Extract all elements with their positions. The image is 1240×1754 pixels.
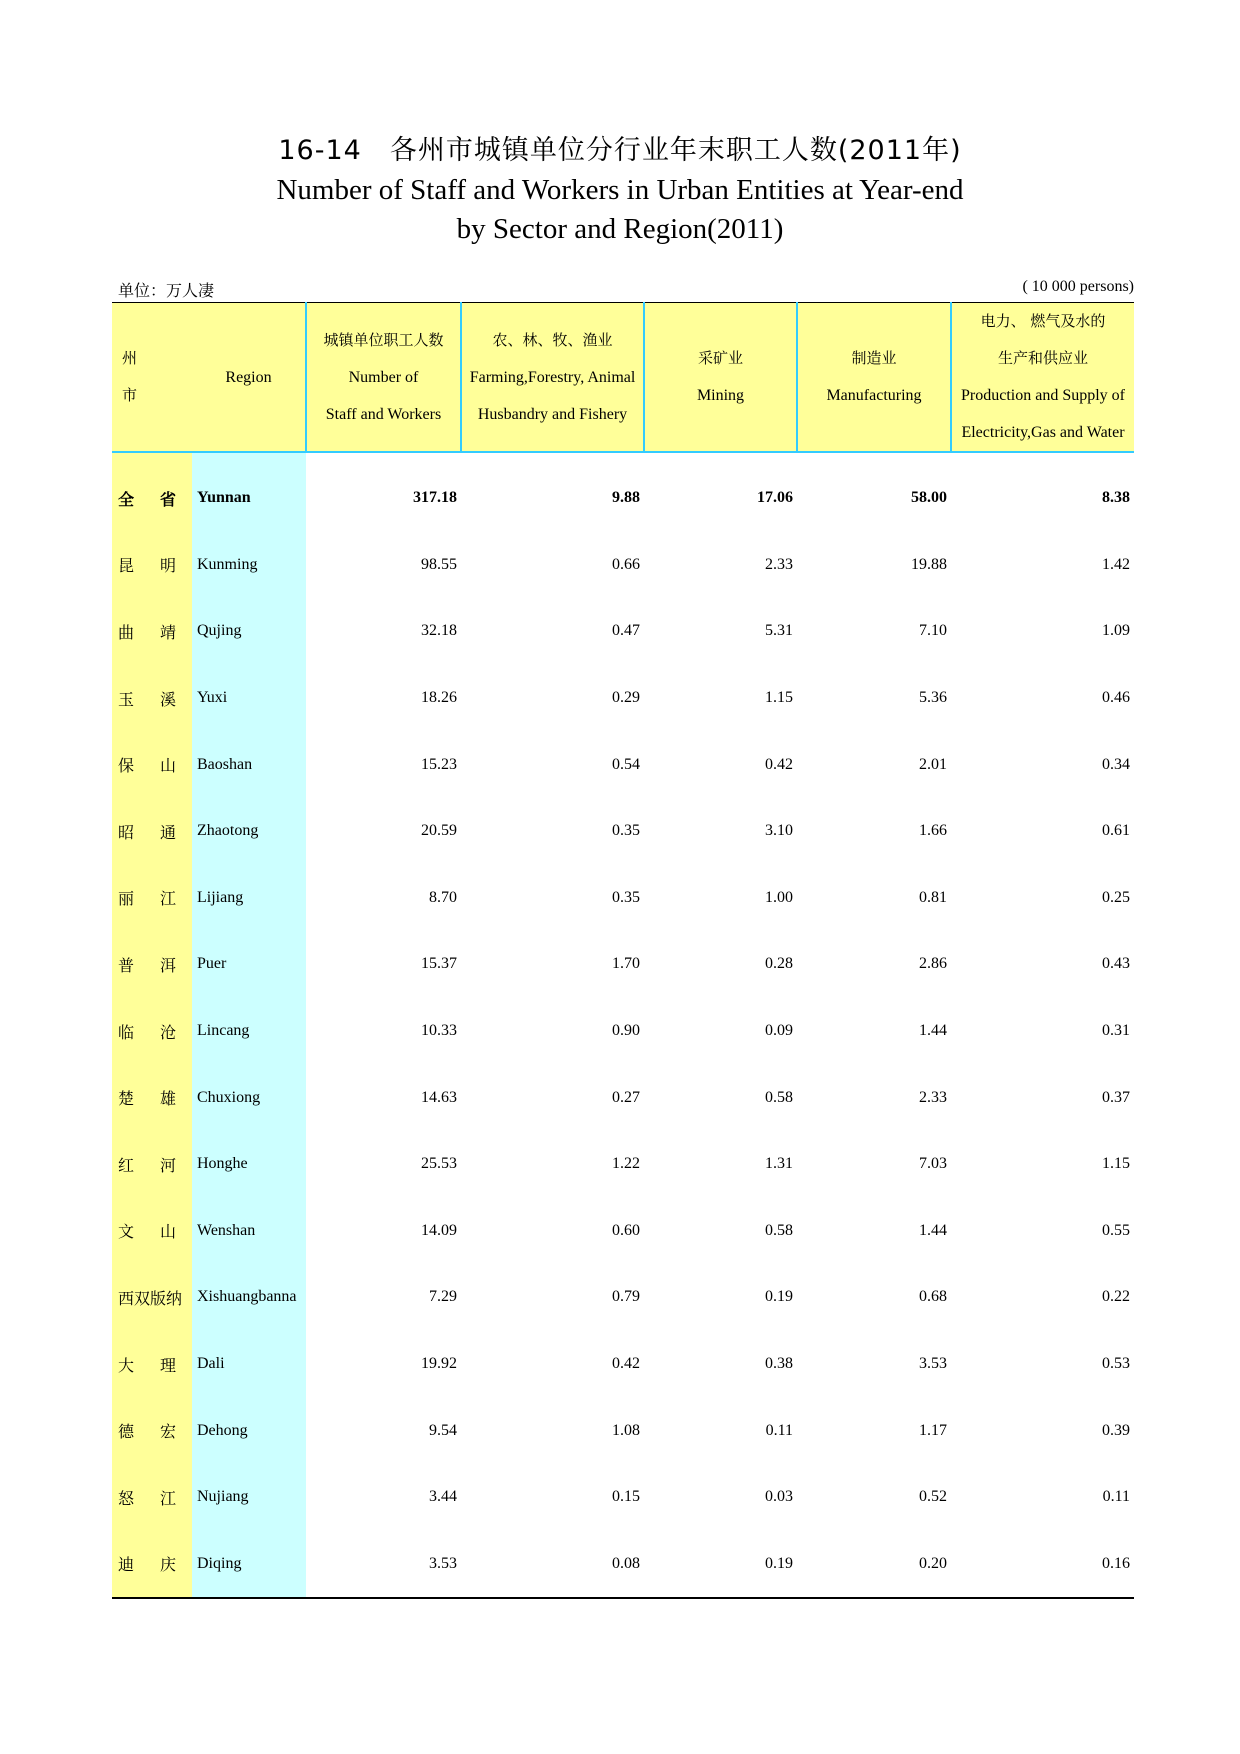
- table-row: [112, 798, 1134, 865]
- region-cn-cell: 玉 溪: [112, 665, 192, 732]
- value-cell: 3.53: [919, 1355, 947, 1373]
- value-cell: 0.55: [1102, 1221, 1130, 1239]
- value-cell: 8.38: [1102, 489, 1130, 507]
- region-en-cell: Xishuangbanna: [192, 1264, 306, 1331]
- value-cell: 98.55: [421, 555, 457, 573]
- table-row: [112, 1264, 1134, 1331]
- value-cell: 0.09: [765, 1022, 793, 1040]
- value-cell: 7.03: [919, 1155, 947, 1173]
- page-title-en-line1: Number of Staff and Workers in Urban Entities at Year-end: [276, 174, 964, 206]
- value-cell: 15.23: [421, 755, 457, 773]
- header-region-en: Region: [192, 303, 306, 453]
- region-cn-cell: 昭 通: [112, 798, 192, 865]
- header-total-staff: 城镇单位职工人数 Number of Staff and Workers: [306, 303, 461, 453]
- region-en-cell: Diqing: [192, 1531, 306, 1599]
- region-en-cell: Chuxiong: [192, 1064, 306, 1131]
- value-cell: 20.59: [421, 822, 457, 840]
- value-cell: 1.09: [1102, 622, 1130, 640]
- value-cell: 1.44: [919, 1221, 947, 1239]
- value-cell: 18.26: [421, 689, 457, 707]
- value-cell: 0.27: [612, 1088, 640, 1106]
- value-cell: 58.00: [911, 489, 947, 507]
- value-cell: 1.42: [1102, 555, 1130, 573]
- value-cell: 7.29: [429, 1288, 457, 1306]
- value-cell: 1.08: [612, 1421, 640, 1439]
- value-cell: 0.19: [765, 1288, 793, 1306]
- region-en-cell: Yuxi: [192, 665, 306, 732]
- region-en-cell: Honghe: [192, 1131, 306, 1198]
- region-cn-cell: 楚 雄: [112, 1064, 192, 1131]
- value-cell: 1.00: [765, 888, 793, 906]
- unit-label-cn: 单位：万人凄: [118, 283, 215, 300]
- value-cell: 3.53: [306, 1531, 461, 1599]
- value-cell: 0.37: [1102, 1088, 1130, 1106]
- region-cn-cell: 大 理: [112, 1331, 192, 1398]
- value-cell: 5.31: [765, 622, 793, 640]
- region-cn-cell: 普 洱: [112, 931, 192, 998]
- region-en-cell: Lijiang: [192, 865, 306, 932]
- table-row: [112, 931, 1134, 998]
- region-cn-cell: 曲 靖: [112, 598, 192, 665]
- value-cell: 3.44: [429, 1488, 457, 1506]
- page-title-en-line2: by Sector and Region(2011): [456, 213, 784, 245]
- value-cell: 0.47: [612, 622, 640, 640]
- value-cell: 19.92: [421, 1355, 457, 1373]
- region-en-cell: Wenshan: [192, 1198, 306, 1265]
- value-cell: 0.22: [1102, 1288, 1130, 1306]
- region-cn-cell: 临 沧: [112, 998, 192, 1065]
- value-cell: 0.28: [765, 955, 793, 973]
- region-en-cell: Kunming: [192, 532, 306, 599]
- value-cell: 1.17: [919, 1421, 947, 1439]
- value-cell: 0.42: [765, 755, 793, 773]
- table-row-total: [112, 452, 1134, 532]
- header-manufacturing: 制造业 Manufacturing: [797, 303, 951, 453]
- region-en-cell: Qujing: [192, 598, 306, 665]
- table-body: [112, 452, 1134, 1598]
- region-en-cell: Lincang: [192, 998, 306, 1065]
- value-cell: 0.53: [1102, 1355, 1130, 1373]
- region-cn-cell: 丽 江: [112, 865, 192, 932]
- value-cell: 0.90: [612, 1022, 640, 1040]
- staff-workers-table: [112, 302, 1134, 1599]
- value-cell: 9.88: [612, 489, 640, 507]
- region-en-cell: Nujiang: [192, 1464, 306, 1531]
- header-region-cn: 州市: [112, 303, 192, 453]
- value-cell: 0.68: [919, 1288, 947, 1306]
- value-cell: 1.15: [1102, 1155, 1130, 1173]
- value-cell: 1.22: [612, 1155, 640, 1173]
- value-cell: 0.52: [919, 1488, 947, 1506]
- value-cell: 14.63: [421, 1088, 457, 1106]
- region-cn-cell: 保 山: [112, 731, 192, 798]
- value-cell: 0.79: [612, 1288, 640, 1306]
- value-cell: 0.11: [1102, 1488, 1130, 1506]
- value-cell: 0.81: [919, 888, 947, 906]
- value-cell: 25.53: [421, 1155, 457, 1173]
- value-cell: 0.66: [612, 555, 640, 573]
- unit-label-en: ( 10 000 persons): [1022, 278, 1134, 295]
- value-cell: 0.03: [765, 1488, 793, 1506]
- region-cn-cell: 昆 明: [112, 532, 192, 599]
- value-cell: 0.15: [612, 1488, 640, 1506]
- value-cell: 3.10: [765, 822, 793, 840]
- table-row: [112, 1064, 1134, 1131]
- value-cell: 2.86: [919, 955, 947, 973]
- value-cell: 0.54: [612, 755, 640, 773]
- value-cell: 317.18: [413, 489, 457, 507]
- value-cell: 0.58: [765, 1088, 793, 1106]
- table-row: [112, 1464, 1134, 1531]
- header-utilities: 电力、 燃气及水的 生产和供应业 Production and Supply of Electricity,Gas and Water: [951, 303, 1134, 453]
- value-cell: 0.25: [1102, 888, 1130, 906]
- table-row: [112, 1397, 1134, 1464]
- table-row: [112, 1331, 1134, 1398]
- value-cell: 5.36: [919, 689, 947, 707]
- value-cell: 1.31: [765, 1155, 793, 1173]
- region-en-cell: Yunnan: [192, 452, 306, 532]
- region-cn-cell: 文 山: [112, 1198, 192, 1265]
- table-row: [112, 998, 1134, 1065]
- table-row: [112, 1198, 1134, 1265]
- table-row: [112, 598, 1134, 665]
- region-cn-cell: 全 省: [112, 452, 192, 532]
- value-cell: 0.11: [765, 1421, 793, 1439]
- value-cell: 1.44: [919, 1022, 947, 1040]
- value-cell: 0.08: [461, 1531, 644, 1599]
- value-cell: 14.09: [421, 1221, 457, 1239]
- value-cell: 19.88: [911, 555, 947, 573]
- value-cell: 0.31: [1102, 1022, 1130, 1040]
- region-en-cell: Dehong: [192, 1397, 306, 1464]
- value-cell: 0.60: [612, 1221, 640, 1239]
- value-cell: 0.34: [1102, 755, 1130, 773]
- value-cell: 17.06: [757, 489, 793, 507]
- table-header-row: [112, 303, 1134, 453]
- region-cn-cell: 德 宏: [112, 1397, 192, 1464]
- value-cell: 7.10: [919, 622, 947, 640]
- value-cell: 2.33: [765, 555, 793, 573]
- value-cell: 0.43: [1102, 955, 1130, 973]
- table-row: [112, 532, 1134, 599]
- value-cell: 15.37: [421, 955, 457, 973]
- region-cn-cell: 迪 庆: [112, 1531, 192, 1599]
- value-cell: 8.70: [429, 888, 457, 906]
- value-cell: 0.19: [644, 1531, 797, 1599]
- table-row: [112, 731, 1134, 798]
- value-cell: 9.54: [429, 1421, 457, 1439]
- value-cell: 0.35: [612, 822, 640, 840]
- value-cell: 2.01: [919, 755, 947, 773]
- value-cell: 10.33: [421, 1022, 457, 1040]
- region-en-cell: Dali: [192, 1331, 306, 1398]
- region-cn-cell: 怒 江: [112, 1464, 192, 1531]
- value-cell: 0.61: [1102, 822, 1130, 840]
- value-cell: 0.20: [797, 1531, 951, 1599]
- value-cell: 0.35: [612, 888, 640, 906]
- value-cell: 2.33: [919, 1088, 947, 1106]
- table-row: [112, 865, 1134, 932]
- region-cn-cell: 红 河: [112, 1131, 192, 1198]
- value-cell: 0.46: [1102, 689, 1130, 707]
- region-en-cell: Puer: [192, 931, 306, 998]
- value-cell: 0.42: [612, 1355, 640, 1373]
- table-row: [112, 1531, 1134, 1599]
- region-en-cell: Zhaotong: [192, 798, 306, 865]
- value-cell: 0.38: [765, 1355, 793, 1373]
- table-row: [112, 1131, 1134, 1198]
- page-title-cn: 16-14 各州市城镇单位分行业年末职工人数(2011年): [278, 135, 962, 166]
- value-cell: 0.58: [765, 1221, 793, 1239]
- value-cell: 0.29: [612, 689, 640, 707]
- value-cell: 0.39: [1102, 1421, 1130, 1439]
- table-row: [112, 665, 1134, 732]
- value-cell: 1.70: [612, 955, 640, 973]
- header-mining: 采矿业 Mining: [644, 303, 797, 453]
- value-cell: 1.66: [919, 822, 947, 840]
- value-cell: 32.18: [421, 622, 457, 640]
- region-cn-cell: 西双版纳: [112, 1264, 192, 1331]
- region-en-cell: Baoshan: [192, 731, 306, 798]
- header-farming: 农、林、牧、渔业 Farming,Forestry, Animal Husbandry and Fishery: [461, 303, 644, 453]
- value-cell: 1.15: [765, 689, 793, 707]
- value-cell: 0.16: [951, 1531, 1134, 1599]
